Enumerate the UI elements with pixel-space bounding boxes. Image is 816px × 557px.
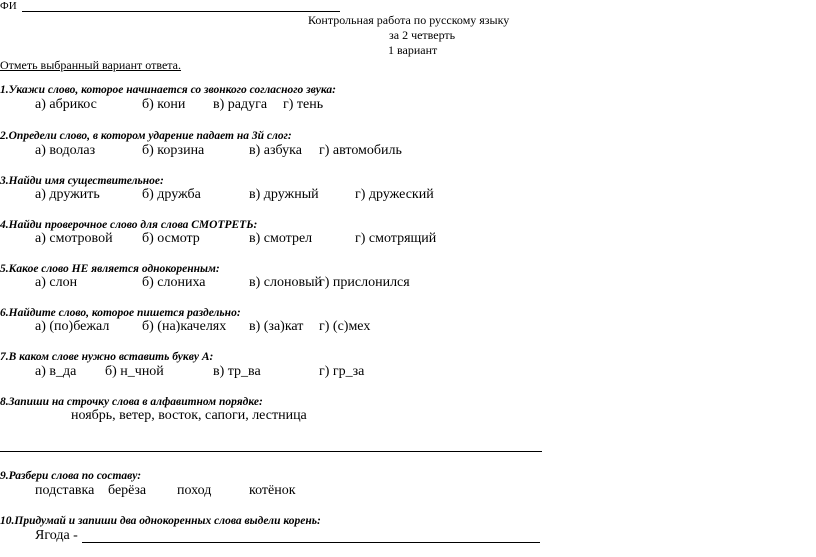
test-title: Контрольная работа по русскому языку xyxy=(308,13,510,27)
q2-option-a[interactable]: а) водолаз xyxy=(35,143,96,158)
question-6: 6.Найдите слово, которое пишется раздельно: xyxy=(0,307,241,319)
q3-option-b[interactable]: б) дружба xyxy=(142,187,201,202)
q9-word-4: котёнок xyxy=(249,483,296,498)
test-quarter: за 2 четверть xyxy=(389,28,456,42)
fio-answer-line[interactable] xyxy=(22,11,340,12)
q9-word-2: берёза xyxy=(108,483,147,498)
q6-option-b[interactable]: б) (на)качелях xyxy=(142,319,227,334)
q6-option-c[interactable]: в) (за)кат xyxy=(249,319,304,334)
question-1: 1.Укажи слово, которое начинается со звонкого согласного звука: xyxy=(0,84,336,96)
q8-answer-line[interactable] xyxy=(0,451,542,452)
q3-option-d[interactable]: г) дружеский xyxy=(355,187,434,202)
q5-option-c[interactable]: в) слоновый xyxy=(249,275,322,290)
q7-option-b[interactable]: б) н_чной xyxy=(105,364,164,379)
q9-word-1: подставка xyxy=(35,483,95,498)
q2-option-d[interactable]: г) автомобиль xyxy=(319,143,402,158)
q10-answer-line[interactable] xyxy=(82,542,540,543)
instruction: Отметь выбранный вариант ответа. xyxy=(0,58,182,72)
question-8: 8.Запиши на строчку слова в алфавитном порядке: xyxy=(0,396,263,408)
q7-option-c[interactable]: в) тр_ва xyxy=(213,364,261,379)
q1-option-b[interactable]: б) кони xyxy=(142,97,186,112)
q6-option-d[interactable]: г) (с)мех xyxy=(319,319,371,334)
q5-option-b[interactable]: б) слониха xyxy=(142,275,206,290)
q7-option-d[interactable]: г) гр_за xyxy=(319,364,365,379)
question-2: 2.Определи слово, в котором ударение падает на 3й слог: xyxy=(0,130,292,142)
question-7: 7.В каком слове нужно вставить букву А: xyxy=(0,351,214,363)
q4-option-a[interactable]: а) смотровой xyxy=(35,231,113,246)
question-10: 10.Придумай и запиши два однокоренных слова выдели корень: xyxy=(0,515,321,527)
q10-answer-label: Ягода - xyxy=(35,528,78,543)
q4-option-d[interactable]: г) смотрящий xyxy=(355,231,437,246)
q6-option-a[interactable]: а) (по)бежал xyxy=(35,319,110,334)
q3-option-c[interactable]: в) дружный xyxy=(249,187,319,202)
question-5: 5.Какое слово НЕ является однокоренным: xyxy=(0,263,220,275)
q1-option-c[interactable]: в) радуга xyxy=(213,97,268,112)
fio-label: ФИ xyxy=(0,0,17,12)
q1-option-d[interactable]: г) тень xyxy=(283,97,324,112)
q5-option-a[interactable]: а) слон xyxy=(35,275,78,290)
q4-option-c[interactable]: в) смотрел xyxy=(249,231,313,246)
q2-option-b[interactable]: б) корзина xyxy=(142,143,205,158)
q4-option-b[interactable]: б) осмотр xyxy=(142,231,200,246)
q2-option-c[interactable]: в) азбука xyxy=(249,143,302,158)
q1-option-a[interactable]: а) абрикос xyxy=(35,97,97,112)
q8-word-list: ноябрь, ветер, восток, сапоги, лестница xyxy=(71,408,307,423)
test-variant: 1 вариант xyxy=(388,43,438,57)
question-4: 4.Найди проверочное слово для слова СМОТРЕТЬ: xyxy=(0,219,258,231)
question-9: 9.Разбери слова по составу: xyxy=(0,470,142,482)
q3-option-a[interactable]: а) дружить xyxy=(35,187,100,202)
question-3: 3.Найди имя существительное: xyxy=(0,175,164,187)
q5-option-d[interactable]: г) прислонился xyxy=(319,275,410,290)
q9-word-3: поход xyxy=(177,483,212,498)
q7-option-a[interactable]: а) в_да xyxy=(35,364,77,379)
